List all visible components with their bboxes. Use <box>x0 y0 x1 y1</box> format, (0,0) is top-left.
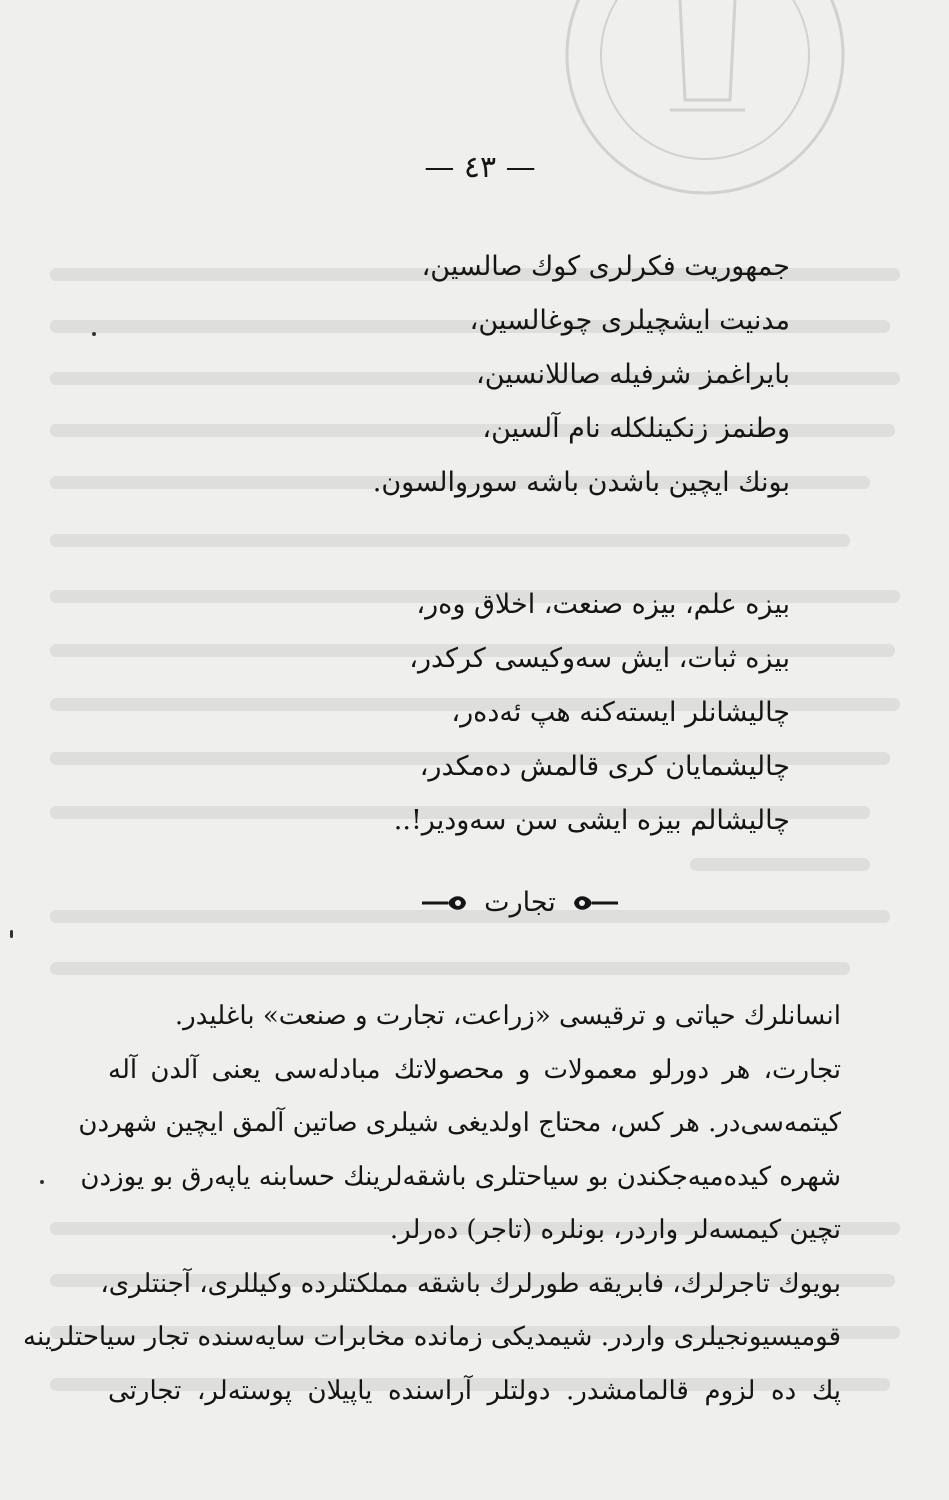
prose-line: تچین کیمسه‌لر واردر، بونلره (تاجر) ده‌رلر. <box>389 1215 841 1245</box>
ink-speck <box>40 1180 44 1184</box>
prose-line: کیتمه‌سی‌در. هر کس، محتاج اولدیغی شیلری صاتین آلمق ایچین شهردن <box>78 1108 841 1138</box>
prose-line: انسانلرك حیاتی و ترقیسی «زراعت، تجارت و صنعت» باغلیدر. <box>174 1001 841 1031</box>
poem-line: بیزه علم، بیزه صنعت، اخلاق وه‌ر، <box>416 589 790 620</box>
section-heading: تجارت <box>484 887 556 918</box>
poem-stanza-1 <box>250 240 790 510</box>
ink-speck <box>10 930 13 938</box>
poem-line: مدنیت ایشچیلری چوغالسین، <box>469 305 790 336</box>
poem-line: وطنمز زنکینلکله نام آلسین، <box>482 413 790 444</box>
prose-body <box>23 990 841 1418</box>
poem-line: چالیشانلر ایسته‌کنه هپ ئه‌ده‌ر، <box>451 697 790 728</box>
prose-line: تجارت، هر دورلو معمولات و محصولاتك مبادله‌سی یعنی آلدن آله <box>108 1054 841 1085</box>
poem-line: بایراغمز شرفیله صاللانسین، <box>476 359 790 390</box>
poem-line: چالیشالم بیزه ایشی سن سه‌ودیر!.. <box>393 805 790 836</box>
poem-line: چالیشمایان کری قالمش ده‌مکدر، <box>419 751 790 782</box>
prose-line: قومیسیونجیلری واردر. شیمدیکی زمانده مخابرات سایه‌سنده تجار سیاحتلرینه <box>23 1322 841 1352</box>
prose-line: شهره کیده‌میه‌جکندن بو سیاحتلری باشقه‌لرینك حسابنه یاپه‌رق بو یوزدن <box>80 1161 841 1192</box>
ink-speck <box>92 332 96 336</box>
poem-line: بیزه ثبات، ایش سه‌وکیسی کرکدر، <box>409 643 790 674</box>
prose-line: بویوك تاجرلرك، فابریقه طورلرك باشقه مملکتلرده وکیللری، آجنتلری، <box>100 1268 841 1299</box>
page-number: — ٤٣ — <box>424 150 536 185</box>
prose-line: پك ده لزوم قالمامشدر. دولتلر آراسنده یاپیلان پوسته‌لر، تجارتی <box>108 1375 841 1406</box>
ornament-left-icon <box>420 892 468 914</box>
ornament-right-icon <box>572 892 620 914</box>
poem-line: جمهوریت فکرلری کوك صالسین، <box>421 251 790 282</box>
poem-line: بونك ایچین باشدن باشه سوروالسون. <box>372 467 790 498</box>
poem-stanza-2 <box>250 578 790 848</box>
section-heading-row <box>420 878 620 928</box>
